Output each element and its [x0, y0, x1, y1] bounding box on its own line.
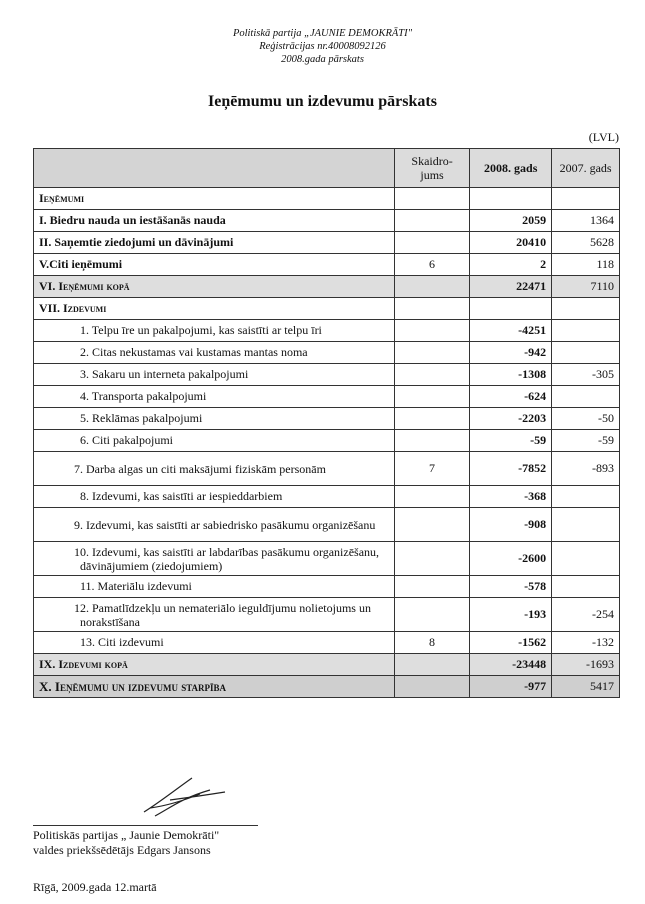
- table-row: 3. Sakaru un interneta pakalpojumi -1308 -305: [34, 364, 620, 386]
- header-note: Skaidro-jums: [394, 149, 469, 188]
- signature-icon: [140, 772, 230, 822]
- table-row: 11. Materiālu izdevumi -578: [34, 576, 620, 598]
- report-year: 2008.gada pārskats: [281, 54, 364, 65]
- page-title: Ieņēmumu un izdevumu pārskats: [208, 93, 437, 110]
- header-2007: 2007. gads: [552, 149, 620, 188]
- income-expense-table: [33, 148, 620, 698]
- table-row: VII. Izdevumi: [34, 298, 620, 320]
- table-row: II. Saņemtie ziedojumi un dāvinājumi 20410 5628: [34, 232, 620, 254]
- table-row-total-income: VI. Ieņēmumi kopā 22471 7110: [34, 276, 620, 298]
- table-row: 6. Citi pakalpojumi -59 -59: [34, 430, 620, 452]
- table-row: Ieņēmumi: [34, 188, 620, 210]
- table-row: 5. Reklāmas pakalpojumi -2203 -50: [34, 408, 620, 430]
- party-name: Politiskā partija „JAUNIE DEMOKRĀTI": [232, 28, 413, 39]
- footer-party: Politiskās partijas „ Jaunie Demokrāti": [33, 828, 220, 842]
- table-row: 4. Transporta pakalpojumi -624: [34, 386, 620, 408]
- table-row: V.Citi ieņēmumi 6 2 118: [34, 254, 620, 276]
- table-row: 13. Citi izdevumi 8 -1562 -132: [34, 632, 620, 654]
- table-row-total-expenses: IX. Izdevumi kopā -23448 -1693: [34, 654, 620, 676]
- table-row: 12. Pamatlīdzekļu un nemateriālo ieguldījumu nolietojums un norakstīšana -193 -254: [34, 598, 620, 632]
- table-header-row: [34, 149, 620, 188]
- currency-unit: (LVL): [588, 130, 619, 144]
- table-row: 10. Izdevumi, kas saistīti ar labdarības pasākumu organizēšanu, dāvinājumiem (ziedojumiem) -2600: [34, 542, 620, 576]
- table-row: 8. Izdevumi, kas saistīti ar iespieddarbiem -368: [34, 486, 620, 508]
- table-row: 1. Telpu īre un pakalpojumi, kas saistīti ar telpu īri -4251: [34, 320, 620, 342]
- table-row: 7. Darba algas un citi maksājumi fiziskām personām 7 -7852 -893: [34, 452, 620, 486]
- header-2008: 2008. gads: [470, 149, 552, 188]
- table-row: 9. Izdevumi, kas saistīti ar sabiedrisko pasākumu organizēšanu -908: [34, 508, 620, 542]
- footer-place-date: Rīgā, 2009.gada 12.martā: [33, 880, 157, 894]
- table-row-difference: X. Ieņēmumu un izdevumu starpība -977 5417: [34, 676, 620, 698]
- table-row: I. Biedru nauda un iestāšanās nauda 2059 1364: [34, 210, 620, 232]
- footer-chair: valdes priekšsēdētājs Edgars Jansons: [33, 843, 211, 857]
- registration-number: Reģistrācijas nr.40008092126: [259, 41, 386, 52]
- signature-line: [33, 825, 258, 826]
- header-description: [34, 149, 395, 188]
- table-row: 2. Citas nekustamas vai kustamas mantas noma -942: [34, 342, 620, 364]
